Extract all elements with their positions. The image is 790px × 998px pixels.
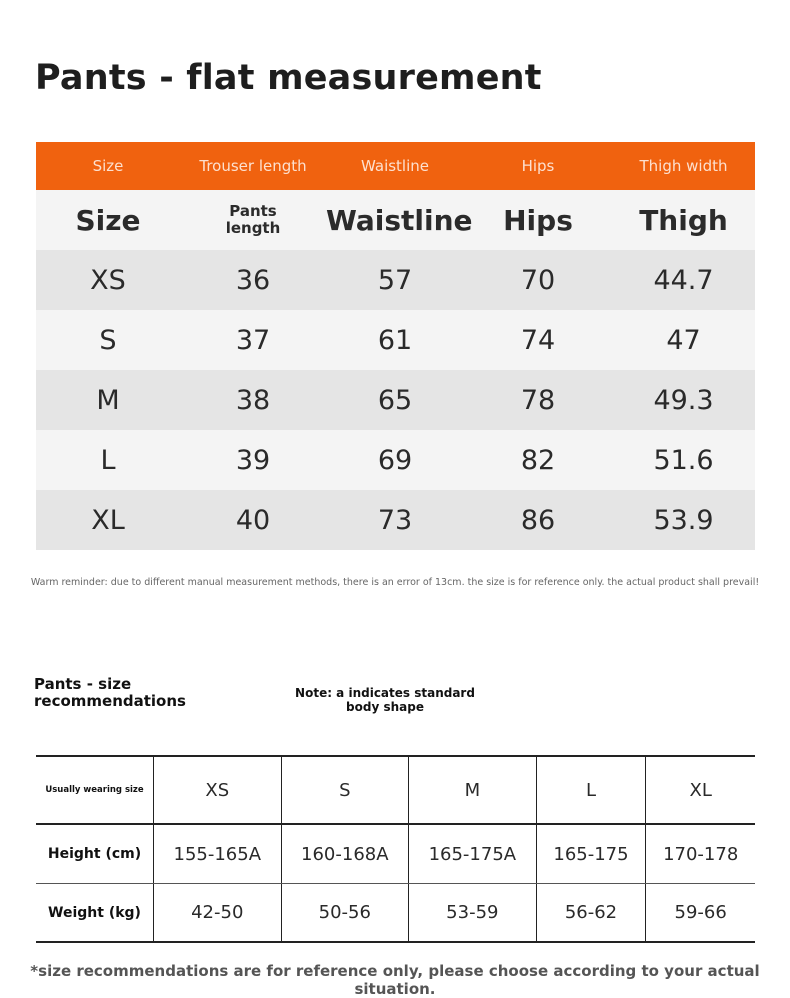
weight-cell: 59-66 <box>646 884 755 943</box>
measurement-reminder: Warm reminder: due to different manual measurement methods, there is an error of 13cm. the size is for reference only. the actual product shall prevail! <box>30 577 760 588</box>
cell-thigh: 44.7 <box>653 264 714 296</box>
subheader-pants-length: Pants length <box>225 202 281 237</box>
weight-cell: 56-62 <box>536 884 646 943</box>
header-trouser-length: Trouser length <box>199 157 307 175</box>
cell-thigh: 53.9 <box>653 504 714 536</box>
cell-hips: 82 <box>520 444 556 476</box>
cell-size: XS <box>90 264 126 296</box>
page-title: Pants - flat measurement <box>35 58 542 98</box>
label-weight: Weight (kg) <box>36 884 154 943</box>
subheader-hips: Hips <box>503 203 573 237</box>
cell-thigh: 47 <box>666 324 701 356</box>
cell-size: L <box>100 444 116 476</box>
height-cell: 165-175A <box>409 824 537 884</box>
cell-waist: 65 <box>377 384 413 416</box>
recommendations-title: Pants - size recommendations <box>34 675 186 710</box>
table-row <box>36 824 755 884</box>
cell-length: 39 <box>235 444 271 476</box>
cell-length: 38 <box>235 384 271 416</box>
footnote: *size recommendations are for reference only, please choose according to your actual situation. <box>30 962 760 998</box>
header-waistline: Waistline <box>361 157 429 175</box>
cell-waist: 69 <box>377 444 413 476</box>
table-row <box>36 310 755 370</box>
label-usual-size: Usually wearing size <box>36 756 154 824</box>
size-cell: XL <box>646 756 755 824</box>
table-row <box>36 756 755 824</box>
header-hips: Hips <box>521 157 555 175</box>
cell-length: 37 <box>235 324 271 356</box>
subheader-thigh: Thigh <box>639 203 728 237</box>
subheader-waistline: Waistline <box>326 203 473 237</box>
height-cell: 170-178 <box>646 824 755 884</box>
height-cell: 160-168A <box>281 824 409 884</box>
size-cell: XS <box>154 756 282 824</box>
weight-cell: 42-50 <box>154 884 282 943</box>
flat-measurement-table <box>36 142 755 550</box>
cell-thigh: 49.3 <box>653 384 714 416</box>
cell-hips: 78 <box>520 384 556 416</box>
size-recommendation-table <box>36 755 755 943</box>
header-size: Size <box>92 157 124 175</box>
header-thigh-width: Thigh width <box>639 157 728 175</box>
weight-cell: 50-56 <box>281 884 409 943</box>
size-cell: L <box>536 756 646 824</box>
table-row <box>36 884 755 943</box>
cell-hips: 70 <box>520 264 556 296</box>
cell-length: 40 <box>235 504 271 536</box>
table-row <box>36 370 755 430</box>
cell-hips: 86 <box>520 504 556 536</box>
table-row <box>36 430 755 490</box>
cell-size: XL <box>91 504 125 536</box>
height-cell: 165-175 <box>536 824 646 884</box>
height-cell: 155-165A <box>154 824 282 884</box>
weight-cell: 53-59 <box>409 884 537 943</box>
subheader-size: Size <box>75 203 141 237</box>
cell-thigh: 51.6 <box>653 444 714 476</box>
size-cell: S <box>281 756 409 824</box>
table-row <box>36 490 755 550</box>
size-cell: M <box>409 756 537 824</box>
cell-hips: 74 <box>520 324 556 356</box>
cell-size: S <box>99 324 117 356</box>
cell-length: 36 <box>235 264 271 296</box>
label-height: Height (cm) <box>36 824 154 884</box>
cell-waist: 57 <box>377 264 413 296</box>
cell-waist: 73 <box>377 504 413 536</box>
cell-size: M <box>96 384 120 416</box>
table-header-row <box>36 142 755 190</box>
table-subheader-row <box>36 190 755 250</box>
cell-waist: 61 <box>377 324 413 356</box>
table-row <box>36 250 755 310</box>
body-shape-note: Note: a indicates standard body shape <box>295 686 475 714</box>
